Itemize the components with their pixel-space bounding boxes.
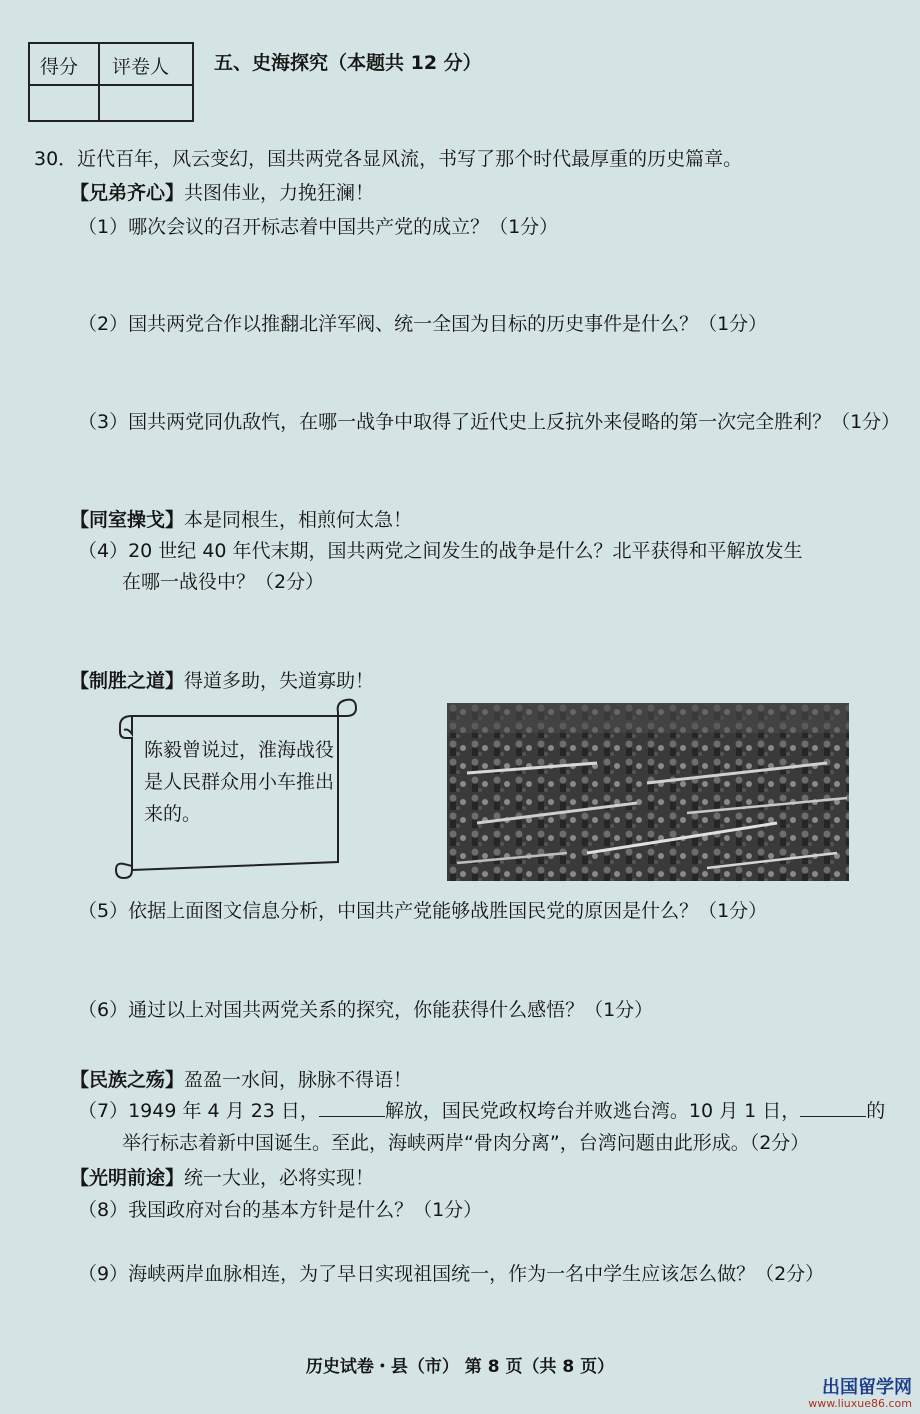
part3-motto: 得道多助，失道寡助！ xyxy=(184,670,375,692)
question-7-line2: 举行标志着新中国诞生。至此，海峡两岸“骨肉分离”，台湾问题由此形成。（2分） xyxy=(122,1132,810,1154)
answer-blank-2[interactable] xyxy=(800,1098,866,1117)
table-divider xyxy=(30,84,192,86)
site-watermark xyxy=(794,1378,912,1410)
question-7-line1 xyxy=(78,1098,885,1124)
table-divider xyxy=(98,44,100,120)
question-1: （1）哪次会议的召开标志着中国共产党的成立？（1分） xyxy=(78,216,559,238)
scroll-quote-text: 陈毅曾说过，淮海战役是人民群众用小车推出来的。 xyxy=(144,739,335,825)
part1-heading: 【兄弟齐心】 xyxy=(70,182,185,204)
part2-header xyxy=(70,507,412,533)
question-30-intro: 30．近代百年，风云变幻，国共两党各显风流，书写了那个时代最厚重的历史篇章。 xyxy=(34,148,743,170)
grader-header: 评卷人 xyxy=(112,56,170,78)
page-footer: 历史试卷・县（市） 第 8 页（共 8 页） xyxy=(305,1357,615,1377)
part2-heading: 【同室操戈】 xyxy=(70,509,185,531)
question-4-line1: （4）20 世纪 40 年代末期，国共两党之间发生的战争是什么？北平获得和平解放发生 xyxy=(78,540,803,562)
crowd-photo-image xyxy=(447,703,849,881)
part4-header xyxy=(70,1067,412,1093)
question-7-part-b: 解放，国民党政权垮台并败逃台湾。10 月 1 日， xyxy=(384,1100,801,1122)
quote-scroll xyxy=(110,694,362,880)
question-3: （3）国共两党同仇敌忾，在哪一战争中取得了近代史上反抗外来侵略的第一次完全胜利？（1分） xyxy=(78,411,901,433)
part5-header xyxy=(70,1165,374,1191)
part4-heading: 【民族之殇】 xyxy=(70,1069,185,1091)
watermark-title: 出国留学网 xyxy=(822,1377,912,1398)
watermark-url: www.liuxue86.com xyxy=(808,1397,912,1410)
part5-heading: 【光明前途】 xyxy=(70,1167,185,1189)
question-7-part-a: （7）1949 年 4 月 23 日， xyxy=(78,1100,319,1122)
answer-blank-1[interactable] xyxy=(319,1098,385,1117)
question-9: （9）海峡两岸血脉相连，为了早日实现祖国统一，作为一名中学生应该怎么做？（2分） xyxy=(78,1263,825,1285)
part3-header xyxy=(70,668,374,694)
question-5: （5）依据上面图文信息分析，中国共产党能够战胜国民党的原因是什么？（1分） xyxy=(78,900,768,922)
question-2: （2）国共两党合作以推翻北洋军阀、统一全国为目标的历史事件是什么？（1分） xyxy=(78,313,768,335)
part5-motto: 统一大业，必将实现！ xyxy=(184,1167,375,1189)
part4-motto: 盈盈一水间，脉脉不得语！ xyxy=(184,1069,413,1091)
question-8: （8）我国政府对台的基本方针是什么？（1分） xyxy=(78,1199,483,1221)
section-title: 五、史海探究（本题共 12 分） xyxy=(214,52,482,74)
historical-photo xyxy=(447,703,849,881)
score-table xyxy=(28,42,194,122)
score-header: 得分 xyxy=(40,56,79,78)
part1-motto: 共图伟业，力挽狂澜！ xyxy=(184,182,375,204)
question-6: （6）通过以上对国共两党关系的探究，你能获得什么感悟？（1分） xyxy=(78,999,654,1021)
question-4-line2: 在哪一战役中？（2分） xyxy=(122,571,325,593)
part3-heading: 【制胜之道】 xyxy=(70,670,185,692)
part2-motto: 本是同根生，相煎何太急！ xyxy=(184,509,413,531)
part1-header xyxy=(70,180,374,206)
question-7-part-c: 的 xyxy=(866,1100,886,1122)
